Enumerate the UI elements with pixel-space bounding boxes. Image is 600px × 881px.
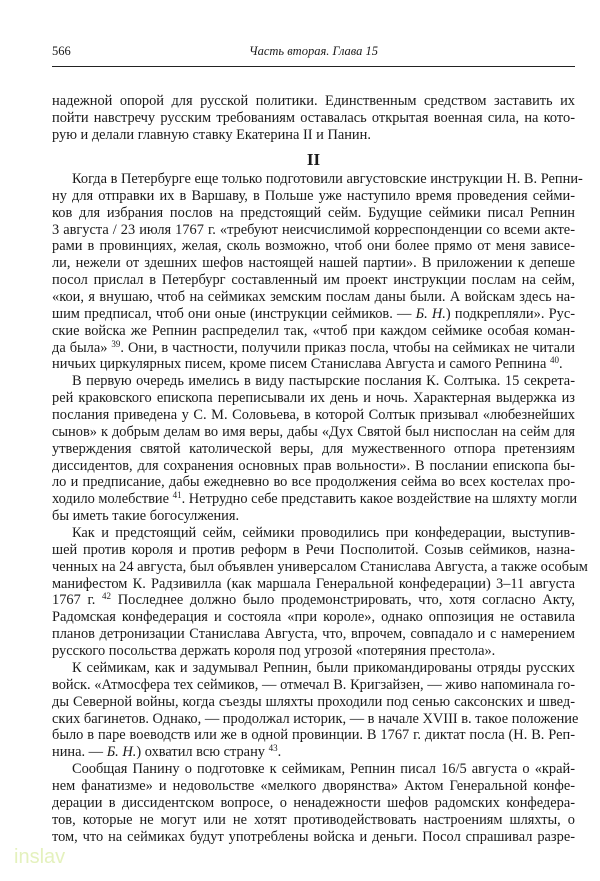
text-line [52, 171, 583, 188]
text-line [52, 356, 575, 373]
text-run: Когда в Петербурге еще только подготовили августовские инструкции Н. В. Репни- [72, 171, 583, 187]
text-run: 3 августа / 23 июля 1767 г. «требуют неисчислимой корреспонденции со всеми акте- [52, 221, 575, 238]
text-line [52, 525, 575, 542]
text-run: шей против короля и против реформ в Речи Посполитой. Созыв сеймиков, назна- [52, 541, 575, 558]
text-run: бы иметь такие богосулжения. [52, 508, 240, 525]
text-line [52, 474, 575, 491]
text-line [52, 255, 575, 272]
page-number: 566 [52, 44, 71, 58]
text-line [52, 373, 575, 390]
text-run: ну для отправки их в Варшаву, в Польше уже наступило время проведения сейми- [52, 187, 575, 204]
text-run: том, что на сеймиках будут употреблены войска и деньги. Посол спрашивал разре- [52, 828, 575, 845]
text-run: рую и делали главную ставку Екатерина II и Панин. [52, 126, 371, 143]
text-line [52, 677, 575, 694]
text-line [52, 643, 575, 660]
text-line [52, 778, 575, 795]
text-run: . Нетрудно себе представить какое воздействие на шляхту могли [181, 491, 578, 508]
text-line [52, 205, 575, 222]
text-run: было в паре воеводств или же в одной провинции. В 1767 г. диктат посла (Н. В. Реп- [52, 727, 575, 744]
text-run: К сеймикам, как и задумывал Репнин, были прикомандированы отряды русских [72, 659, 575, 676]
footnote-ref: 43 [268, 743, 278, 754]
text-run: рами в провинциях, желая, сколь возможно, чтоб они более прямо от меня зависе- [52, 238, 575, 255]
header-rule [52, 66, 575, 67]
footnote-ref: 39 [111, 338, 121, 349]
text-run: 1767 г. [52, 592, 103, 609]
text-run: утверждения святой католической веры, для мужественного отпора претензиям [52, 440, 575, 457]
text-run: «кои, я внушаю, чтоб на сеймиках земским послам даны были. А войскам здесь на- [52, 289, 575, 306]
text-line [52, 340, 575, 357]
text-line [52, 110, 575, 127]
text-run: посол прислал в Петербург составленный им проект инструкции послам на сейм, [52, 272, 575, 289]
text-line [52, 626, 575, 643]
footnote-ref: 42 [102, 591, 112, 602]
text-run: Сообщая Панину о подготовке к сеймикам, Репнин писал 16/5 августа о «край- [72, 761, 575, 778]
text-run: ничьих циркулярных писем, кроме писем Станислава Августа и самого Репнина [52, 356, 550, 373]
text-line [52, 694, 575, 711]
text-line [52, 576, 575, 593]
text-line [52, 558, 588, 576]
text-line [52, 744, 575, 761]
text-run: ло и предписание, дабы ежедневно во все продолжения сейма во всех костелах про- [52, 474, 575, 491]
text-run: ченных на 24 августа, был объявлен универсалом Станислава Августа, а также особым [52, 558, 588, 575]
text-run: надежной опорой для русской политики. Единственным средством заставить их [52, 93, 575, 109]
text-line [52, 289, 575, 306]
text-run: В первую очередь имелись в виду пастырские послания К. Солтыка. 15 секрета- [72, 373, 575, 390]
text-line [52, 127, 575, 144]
text-run: Как и предстоящий сейм, сеймики проводились при конфедерации, выступив- [72, 525, 575, 542]
text-run: . Они, в частности, получили приказ посла, чтобы на сеймиках не читали [120, 339, 575, 356]
text-run: . [277, 744, 282, 761]
editor-initials: Б. Н. [106, 744, 137, 761]
text-run: рей краковского епископа переписывали их день и ночь. Характерная выдержка из [52, 390, 575, 407]
running-title: Часть вторая. Глава 15 [248, 44, 379, 58]
text-run: войск. «Атмосфера тех сеймиков, — отмечал В. Кригзайзен, — живо напоминала го- [52, 676, 575, 693]
text-run: послания приведена у С. М. Соловьева, в которой Солтык призывал «любезнейших [52, 407, 575, 424]
body-text [52, 171, 588, 845]
text-line [52, 188, 575, 205]
text-run: ды Северной войны, когда съезды шляхты проходили под сенью саксонских и швед- [52, 693, 575, 710]
text-run: ских багинетов. Однако, — продолжал историк, — в начале XVIII в. такое положение [52, 710, 579, 727]
editor-initials: Б. Н. [415, 305, 446, 322]
text-run: . [558, 356, 563, 373]
text-run: планов детронизации Станислава Августа, что, впрочем, совпадало и с намерением [52, 626, 575, 643]
text-run: манифестом К. Радзивилла (как маршала Генеральной конфедерации) 3–11 августа [52, 575, 575, 592]
text-run: тов, которые не могут или не хотят противодействовать настроениям шляхты, о [52, 811, 575, 828]
text-line [52, 272, 575, 289]
text-run: да была» [52, 339, 112, 356]
text-line [52, 727, 575, 744]
text-run: Радомская конфедерация и состояла «при короле», однако оппозиция не оставила [52, 609, 575, 626]
text-run: ) подкрепляли». Рус- [445, 305, 575, 322]
text-line [52, 542, 575, 559]
text-line [52, 592, 575, 609]
text-run: нина. — [52, 744, 107, 761]
text-run: ходило молебствие [52, 491, 173, 508]
text-line [52, 424, 575, 441]
text-line [52, 812, 575, 829]
text-run: нем фанатизме» и недовольстве «мелкого дворянства» Актом Генеральной конфе- [52, 777, 575, 794]
text-run: сынов» к добрым делам во имя веры, дабы «Дух Святой был ниспослан на сейм для [52, 423, 575, 440]
text-line [52, 222, 575, 239]
top-paragraph [52, 93, 575, 144]
text-run: ские войска же Репнин распределил так, «чтоб при каждом сеймике особая коман- [52, 322, 575, 339]
footnote-ref: 41 [172, 490, 182, 501]
text-line [52, 390, 575, 407]
text-line [52, 441, 575, 458]
text-run: русского посольства держать короля под угрозой «потеряния престола». [52, 643, 496, 660]
text-line [52, 93, 575, 110]
text-line [52, 660, 575, 677]
text-line [52, 323, 575, 340]
section-heading: II [306, 150, 321, 169]
text-line [52, 407, 575, 424]
text-line [52, 238, 575, 255]
text-line [52, 795, 575, 812]
text-run: ков для избрания послов на предстоящий сейм. Будущие сеймики писал Репнин [52, 204, 575, 221]
text-run: дерации в диссидентском вопросе, о ненадежности шефов радомских конфедера- [52, 794, 575, 811]
text-line [52, 710, 579, 728]
text-line [52, 490, 578, 508]
watermark: inslav [14, 846, 66, 868]
text-line [52, 761, 575, 778]
text-line [52, 306, 575, 323]
text-run: ) охватил всю страну [136, 744, 269, 761]
text-line [52, 829, 575, 846]
text-run: диссидентов, для сохранения основных прав вольности». В послании епископа бы- [52, 457, 575, 474]
text-run: Последнее должно было продемонстрировать, что, хотя согласно Акту, [111, 592, 575, 609]
text-run: шим предписал, чтоб они оные (инструкции сеймиков. — [52, 305, 416, 322]
text-line [52, 609, 575, 626]
text-line [52, 508, 575, 525]
text-line [52, 458, 575, 475]
text-run: пойти навстречу русским требованиям оставалась открытая военная сила, на кото- [52, 109, 575, 126]
footnote-ref: 40 [549, 355, 559, 366]
text-run: ли, нежели от здешних шефов настоящей нашей партии». В приложении к депеше [52, 255, 575, 272]
